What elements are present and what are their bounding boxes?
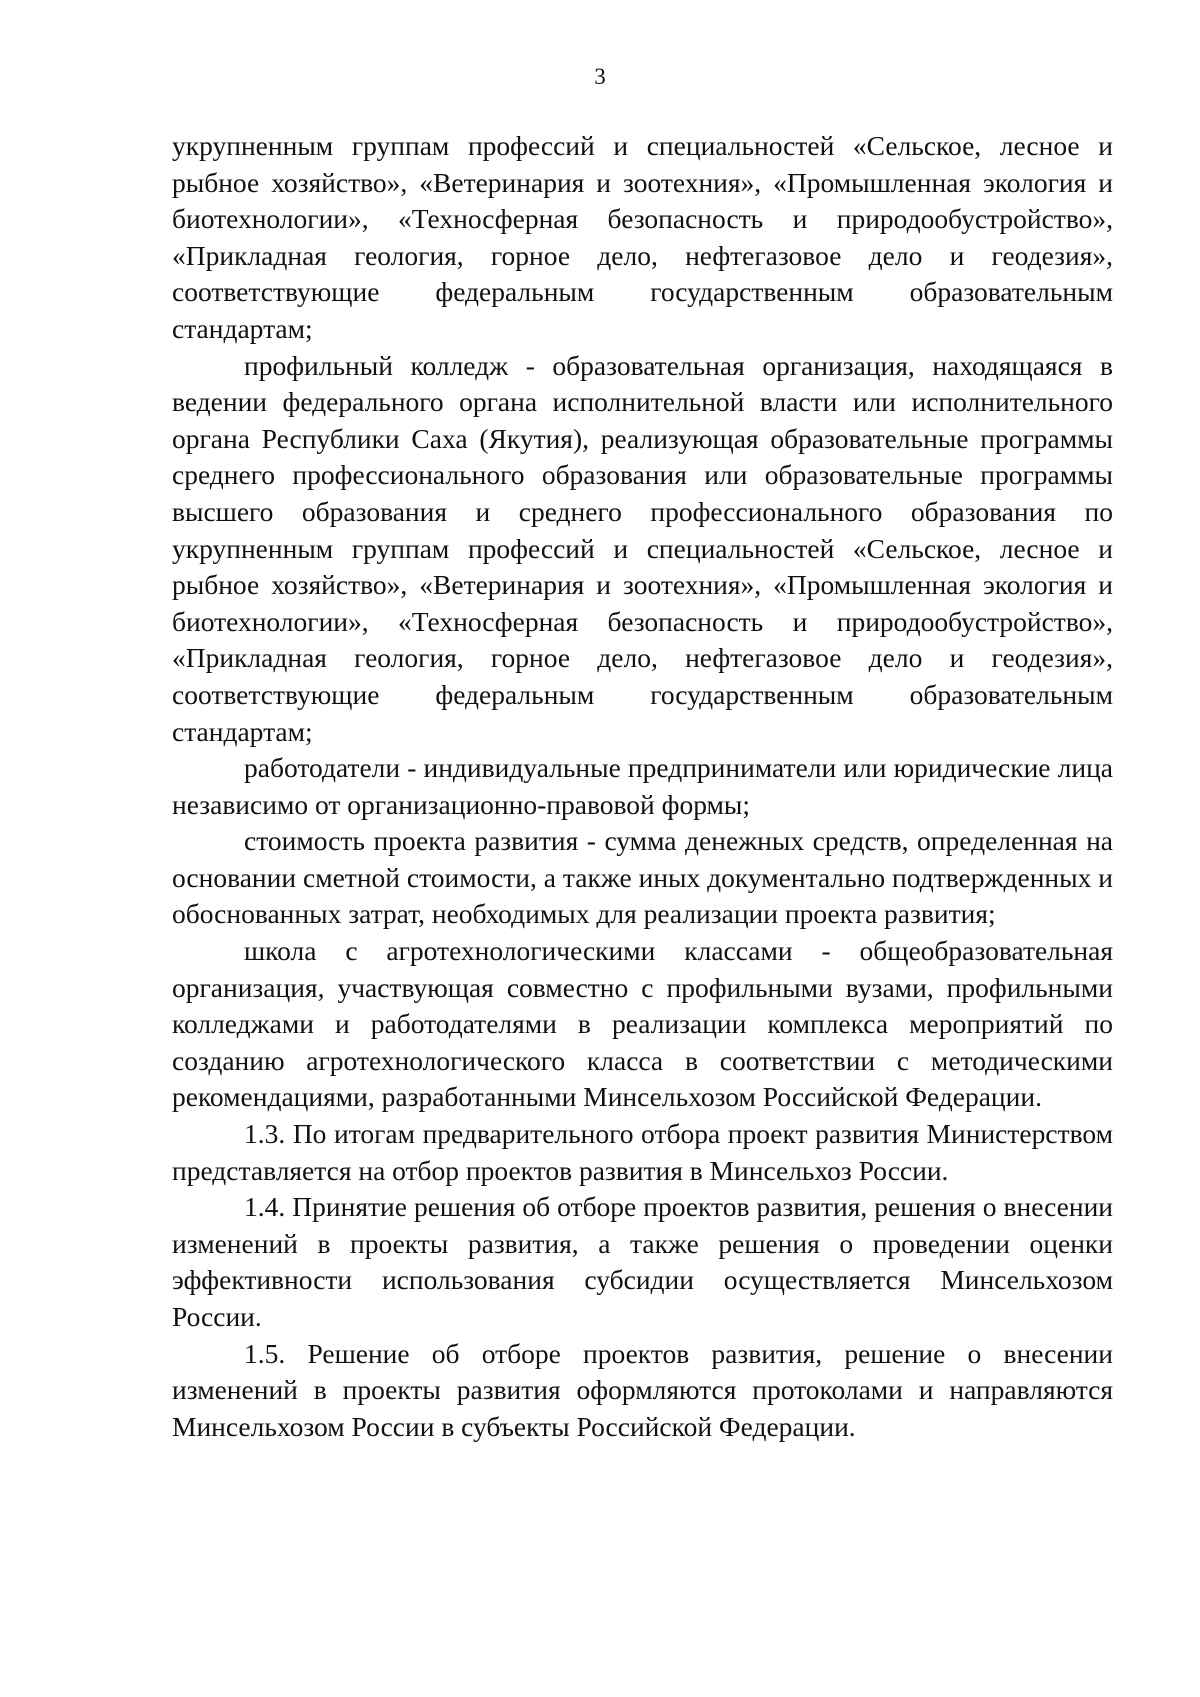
paragraph-clause-1-4: 1.4. Принятие решения об отборе проектов развития, решения о внесении изменений в проекты развития, а также решения о проведении оценки эффективности использования субсидии осуществляется Минсельхозом России. — [172, 1191, 1113, 1332]
paragraph-definition-continuation: укрупненным группам профессий и специальностей «Сельское, лесное и рыбное хозяйство», «Ветеринария и зоотехния», «Промышленная экология и биотехнологии», «Техносферная безопасность и природообустройство», «Прикладная геология, горное дело, нефтегазовое дело и геодезия», соответствующие федеральным государственным образовательным стандартам; — [172, 130, 1113, 344]
page-number: 3 — [594, 64, 606, 89]
paragraph-definition-profile-college: профильный колледж - образовательная организация, находящаяся в ведении федерального органа исполнительной власти или исполнительного органа Республики Саха (Якутия), реализующая образовательные программы среднего профессионального образования или образовательные программы высшего образования и среднего профессионального образования по укрупненным группам профессий и специальностей «Сельское, лесное и рыбное хозяйство», «Ветеринария и зоотехния», «Промышленная экология и биотехнологии», «Техносферная безопасность и природообустройство», «Прикладная геология, горное дело, нефтегазовое дело и геодезия», соответствующие федеральным государственным образовательным стандартам; — [172, 349, 1113, 747]
paragraph-definition-project-cost: стоимость проекта развития - сумма денежных средств, определенная на основании сметной стоимости, а также иных документально подтвержденных и обоснованных затрат, необходимых для реализации проекта развития; — [172, 825, 1113, 930]
paragraph-clause-1-5: 1.5. Решение об отборе проектов развития, решение о внесении изменений в проекты развития оформляются протоколами и направляются Минсельхозом России в субъекты Российской Федерации. — [172, 1337, 1113, 1442]
paragraph-clause-1-3: 1.3. По итогам предварительного отбора проект развития Министерством представляется на отбор проектов развития в Минсельхоз России. — [172, 1118, 1113, 1186]
paragraph-definition-agrotech-school: школа с агротехнологическими классами - общеобразовательная организация, участвующая совместно с профильными вузами, профильными колледжами и работодателями в реализации комплекса мероприятий по созданию агротехнологического класса в соответствии с методическими рекомендациями, разработанными Минсельхозом Российской Федерации. — [172, 935, 1113, 1113]
paragraph-definition-employers: работодатели - индивидуальные предприниматели или юридические лица независимо от организационно-правовой формы; — [172, 752, 1113, 820]
document-body — [172, 128, 1113, 1445]
